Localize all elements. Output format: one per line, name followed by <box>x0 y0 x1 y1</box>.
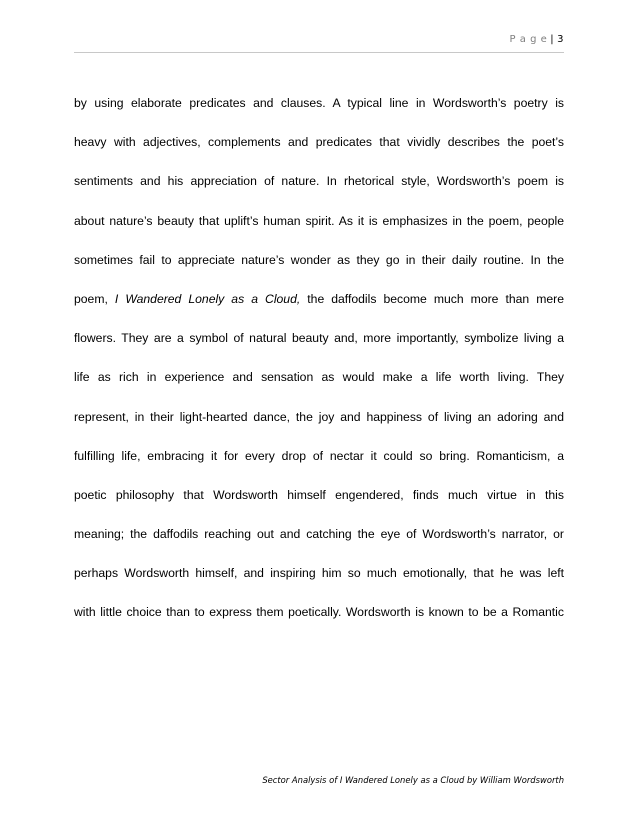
poem-title: I Wandered Lonely as a Cloud, <box>114 291 301 306</box>
text-line: about nature’s beauty that uplift’s human spirit. As it is emphasizes in the poem, people <box>74 213 564 228</box>
text-line: heavy with adjectives, complements and predicates that vividly describes the poet’s <box>74 135 564 150</box>
text-line: flowers. They are a symbol of natural beauty and, more importantly, symbolize living a <box>74 331 564 346</box>
text-line-with-title <box>74 292 564 331</box>
page-number: 3 <box>557 34 564 45</box>
page-separator: | <box>550 34 555 45</box>
text-line: sometimes fail to appreciate nature’s wonder as they go in their daily routine. In the <box>74 252 564 267</box>
text-line: perhaps Wordsworth himself, and inspiring him so much emotionally, that he was left <box>74 566 564 581</box>
text-line: poetic philosophy that Wordsworth himself engendered, finds much virtue in this <box>74 487 564 502</box>
text-fragment: poem, <box>74 291 115 306</box>
page-footer: Sector Analysis of I Wandered Lonely as a Cloud by William Wordsworth <box>262 775 564 785</box>
page-header <box>510 34 564 45</box>
text-line: by using elaborate predicates and clauses. A typical line in Wordsworth’s poetry is <box>74 96 564 110</box>
header-rule <box>74 52 564 53</box>
text-line: life as rich in experience and sensation as would make a life worth living. They <box>74 370 564 385</box>
text-fragment: the daffodils become much more than mere <box>300 291 564 306</box>
text-line: sentiments and his appreciation of nature. In rhetorical style, Wordsworth’s poem is <box>74 174 564 189</box>
text-line: with little choice than to express them poetically. Wordsworth is known to be a Romantic <box>74 605 564 620</box>
text-line: represent, in their light-hearted dance, the joy and happiness of living an adoring and <box>74 409 564 424</box>
text-line: fulfilling life, embracing it for every drop of nectar it could so bring. Romanticism, a <box>74 448 564 463</box>
body-text <box>74 96 564 645</box>
text-line: meaning; the daffodils reaching out and catching the eye of Wordsworth’s narrator, or <box>74 527 564 542</box>
page-label: P a g e <box>509 34 548 45</box>
